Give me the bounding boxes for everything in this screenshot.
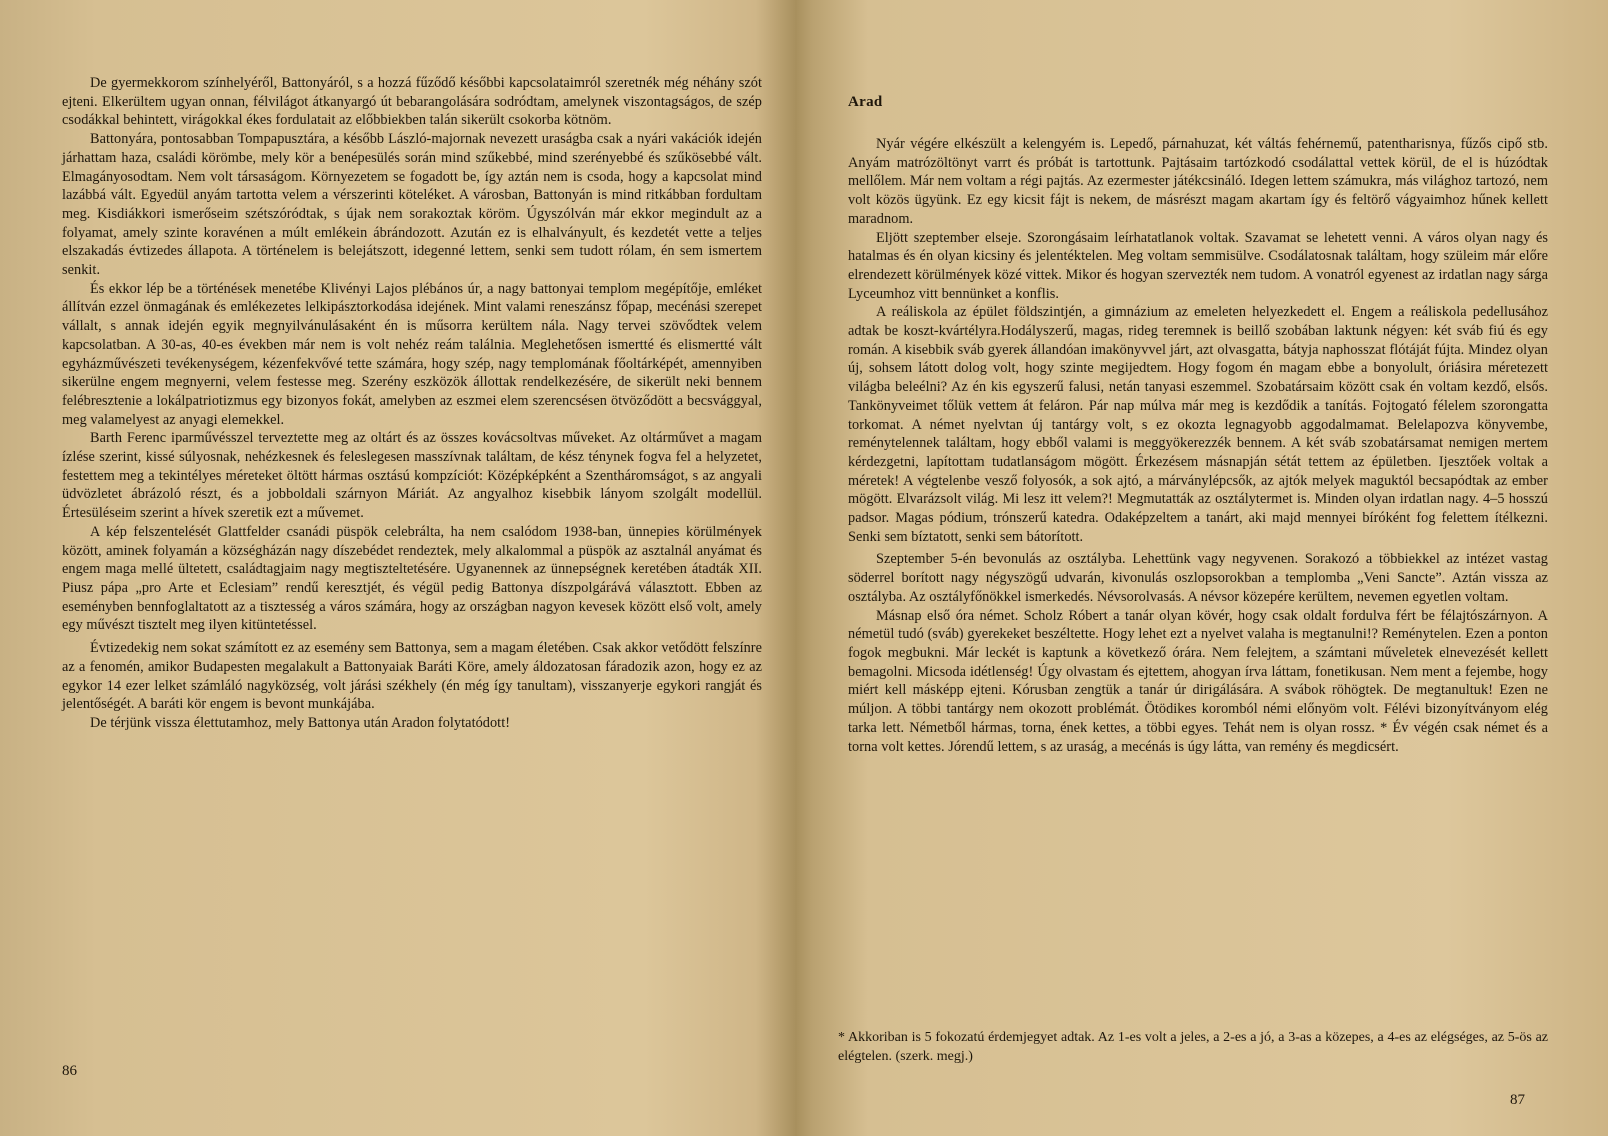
footnote (838, 1029, 1548, 1066)
right-page-text (848, 135, 1548, 756)
footnote-text: * Akkoriban is 5 fokozatú érdemjegyet adtak. Az 1-es volt a jeles, a 2-es a jó, a 3-as a közepes, a 4-es az elégséges, az 5-ös az elégtelen. (szerk. megj.) (838, 1030, 1548, 1064)
paragraph: Barth Ferenc iparművésszel terveztette meg az oltárt és az összes kovácsoltvas műveket. Az oltárművet a magam ízlése szerint, kissé súlyosnak, nehézkesnek és feleslegesen masszívnak találtam, de kész ténynek fogva fel a helyzetet, festettem meg a tekintélyes méreteket öltött hármas osztású kompzíciót: Középképként a Szentháromságot, s az angyali üdvözletet ábrázoló részt, és a jobboldali szárnyon Máriát. Az angyalhoz kisebbik lányom szolgált modellül. Értesüléseim szerint a hívek szeretik ezt a művemet. (62, 430, 762, 522)
running-header: Arad (848, 94, 883, 110)
page-number: 86 (62, 1063, 77, 1079)
page-number: 87 (1510, 1092, 1525, 1108)
paragraph: Évtizedekig nem sokat számított ez az esemény sem Battonya, sem a magam életében. Csak akkor vetődött felszínre az a fenomén, amikor Budapesten megalakult a Battonyaiak Baráti Köre, amely áldozatosan fáradozik azon, hogy ez az egykor 14 ezer lelket számláló nagyközség, volt járási székhely (én még így tanultam), visszanyerje egykori rangját és jelentőségét. A baráti kör engem is bevont munkájába. (62, 640, 762, 713)
right-page (808, 0, 1608, 1136)
paragraph: Szeptember 5-én bevonulás az osztályba. Lehettünk vagy negyvenen. Sorakozó a többiekkel az intézet vastag söderrel borított nagy négyszögű udvarán, kivonulás oszlopsorokban a templomba „Veni Sancte”. Aztán vissza az osztályba. Az osztályfőnökkel ismerkedés. Névsorolvasás. A névsor közepére kerültem, nevemen egyetlen voltam. (848, 551, 1548, 605)
left-page-text (62, 74, 762, 733)
paragraph: Eljött szeptember elseje. Szorongásaim leírhatatlanok voltak. Szavamat se lehetett venni. A város olyan nagy és hatalmas és én olyan kicsiny és jelentéktelen. Meg voltam semmisülve. Csodálatosnak találtam, hogy szüleim már előre elrendezett körülmények közé vittek. Mikor és hogyan szervezték nem tudom. A vonatról egyenest az irdatlan nagy sárga Lyceumhoz vitt bennünket a konflis. (848, 229, 1548, 302)
paragraph: És ekkor lép be a történések menetébe Klivényi Lajos plébános úr, a nagy battonyai templom megépítője, emléket állítván ezzel önmagának és emlékezetes lelkipásztorkodása idejének. Mint valami reneszánsz főpap, mecénási szerepet vállalt, s annak idején egyik megnyilvánulásaként én is műsorra kerültem nála. Nagy tervei szövődtek velem kapcsolatban. A 30-as, 40-es években már nem is volt nehéz reám találnia. Meglehetősen ismertté és elismertté vált egyházművészeti tevékenységem, kézenfekvővé tette számára, hogy szép, nagy templomának főoltárképét, amennyiben sikerülne engem megnyerni, velem festesse meg. Szerény eszközök állottak rendelkezésére, de sikerült neki bennem felébresztenie a lokálpatriotizmus egy bizonyos fokát, amelyben az eszmei elem szerencsésen ötvöződött a becsvággyal, meg valamelyest az anyagi elemekkel. (62, 280, 762, 428)
paragraph: Battonyára, pontosabban Tompapusztára, a később László-majornak nevezett uraságba csak a nyári vakációk idején járhattam haza, családi körömbe, mely kör a benépesülés során mind szűkebbé, mind szerényebbé és szűkösebbé vált. Elmagányosodtam. Nem volt társaságom. Környezetem se fogadott be, így aztán nem is csoda, hogy a kapcsolat mind lazábbá vált. Egyedül anyám tartotta velem a vérszerinti köteléket. A városban, Battonyán is mind ritkábban fordultam meg. Kisdiákkori ismerőseim szétszóródtak, s újak nem sorakoztak köröm. Úgyszólván már ekkor megindult az a folyamat, amely szinte koravénen a múlt emlékein ábrándozott. Azután ez is elhalványult, és kezdetét vette a teljes elszakadás évtizedes állapota. A történelem is belejátszott, idegenné lettem, senki sem tudott rólam, én sem ismertem senkit. (62, 131, 762, 279)
paragraph: De gyermekkorom színhelyéről, Battonyáról, s a hozzá fűződő későbbi kapcsolataimról szeretnék még néhány szót ejteni. Elkerültem ugyan onnan, félvilágot átkanyargó út bebarangolására sodródtam, amelynek viszontagságos, de szép csodákkal behintett, virágokkal ékes fordulatait az előbbiekben talán sikerült csokorba kötnöm. (62, 75, 762, 129)
paragraph: A reáliskola az épület földszintjén, a gimnázium az emeleten helyezkedett el. Engem a reáliskola pedellusához adtak be koszt-kvártélyra.Hodályszerű, magas, rideg teremnek is beillő szobában laktunk négyen: két sváb fiú és egy román. A kisebbik sváb gyerek állandóan imakönyvvel járt, azt olvasgatta, bátyja naphosszat flótáját fújta. Mindez olyan új, sohsem látott dolog volt, hogy szinte megijedtem. Hogy fogom én magam ebbe a bonyolult, óriásira méretezett világba beleélni? Az én kis egyszerű falusi, netán tanyasi eszemmel. Szobatársaim között csak én voltam kezdő, elsős. Tankönyveimet tőlük vettem át feláron. Pár nap múlva már meg is kezdődik a tanítás. Fojtogató félelem szorongatta torkomat. A német nyelvtan új tantárgy volt, s ez okozta legnagyobb aggodalmamat. Belelapozva könyvembe, reménytelennek találtam, hogy ebből valami is meggyökerezzék bennem. A két sváb szobatársamat nemigen mertem kérdezgetni, lapítottam tudatlanságom mögött. Érkezésem másnapján sétát tettem az épületben. Ijesztőek voltak a méretek! A végtelenbe vesző folyosók, a sok ajtó, a márványlépcsők, az ajtók melyek maguktól becsapódtak az ember mögött. Elvarázsolt világ. Mi lesz itt velem?! Megmutatták az osztálytermet is. Minden olyan irdatlan nagy. 4–5 hosszú padsor. Magas pódium, trónszerű katedra. Odaképzeltem a tanárt, aki majd mennyei bíróként fog felettem ítélkezni. Senki sem bíztatott, senki sem bátorított. (848, 304, 1548, 545)
paragraph: Nyár végére elkészült a kelengyém is. Lepedő, párnahuzat, két váltás fehérnemű, patentharisnya, fűzős cipő stb. Anyám matrózöltönyt varrt és próbát is tartottunk. Pajtásaim tartózkodó csodálattal vettek körül, de el is húzódtak mellőlem. Már nem voltam a régi pajtás. Az ezermester játékcsináló. Idegen lettem számukra, más világhoz tartozó, nem volt közös ügyünk. Ez egy kicsit fájt is nekem, de másrészt magam akartam így és feltörő vágyaimhoz hűnek kellett maradnom. (848, 136, 1548, 227)
paragraph: Másnap első óra német. Scholz Róbert a tanár olyan kövér, hogy csak oldalt fordulva fért be félajtószárnyon. A németül tudó (sváb) gyerekeket beszéltette. Hogy lehet ezt a nyelvet valaha is megtanulni!? Reménytelen. Ezen a ponton fogok megbukni. Már leckét is kaptunk a következő órára. Nem felejtem, a számtani műveletek elnevezését kellett bemagolni. Micsoda idétlenség! Úgy olvastam és ejtettem, ahogyan írva láttam, fonetikusan. Nem ment a fejembe, hogy miért kell másképp ejteni. Kórusban zengtük a tanár úr dirigálására. A svábok röhögtek. De megtanultuk! Ezen ne múljon. A többi tantárgy nem okozott problémát. Ötödikes koromból némi előnyöm volt. Félévi bizonyítványom elég tarka lett. Németből hármas, torna, ének kettes, a többi egyes. Tehát nem is olyan rossz. * Év végén csak német és a torna volt kettes. Jórendű lettem, s az uraság, a mecénás is úgy látta, van remény és megdicsért. (848, 607, 1548, 755)
left-page (0, 0, 800, 1136)
paragraph: De térjünk vissza élettutamhoz, mely Battonya után Aradon folytatódott! (90, 714, 511, 731)
paragraph: A kép felszentelését Glattfelder csanádi püspök celebrálta, ha nem csalódom 1938-ban, ünnepies körülmények között, aminek folyamán a községházán nagy díszebédet rendeztek, mely alkalommal a püspök az asztalnál anyámat és engem maga mellé ültetett, családtagjaim nagy megtiszteltetésére. Ugyanennek az ünnepségnek keretében átadták XII. Piusz pápa „pro Arte et Eclesiam” rendű keresztjét, és végül pedig Battonya díszpolgárává választott. Ebben az eseményben bennfoglaltatott az a tisztesség a város számára, hogy az országban nagyon kevesek között első volt, amely egy művészt tisztelt meg ilyen kitüntetéssel. (62, 523, 762, 634)
